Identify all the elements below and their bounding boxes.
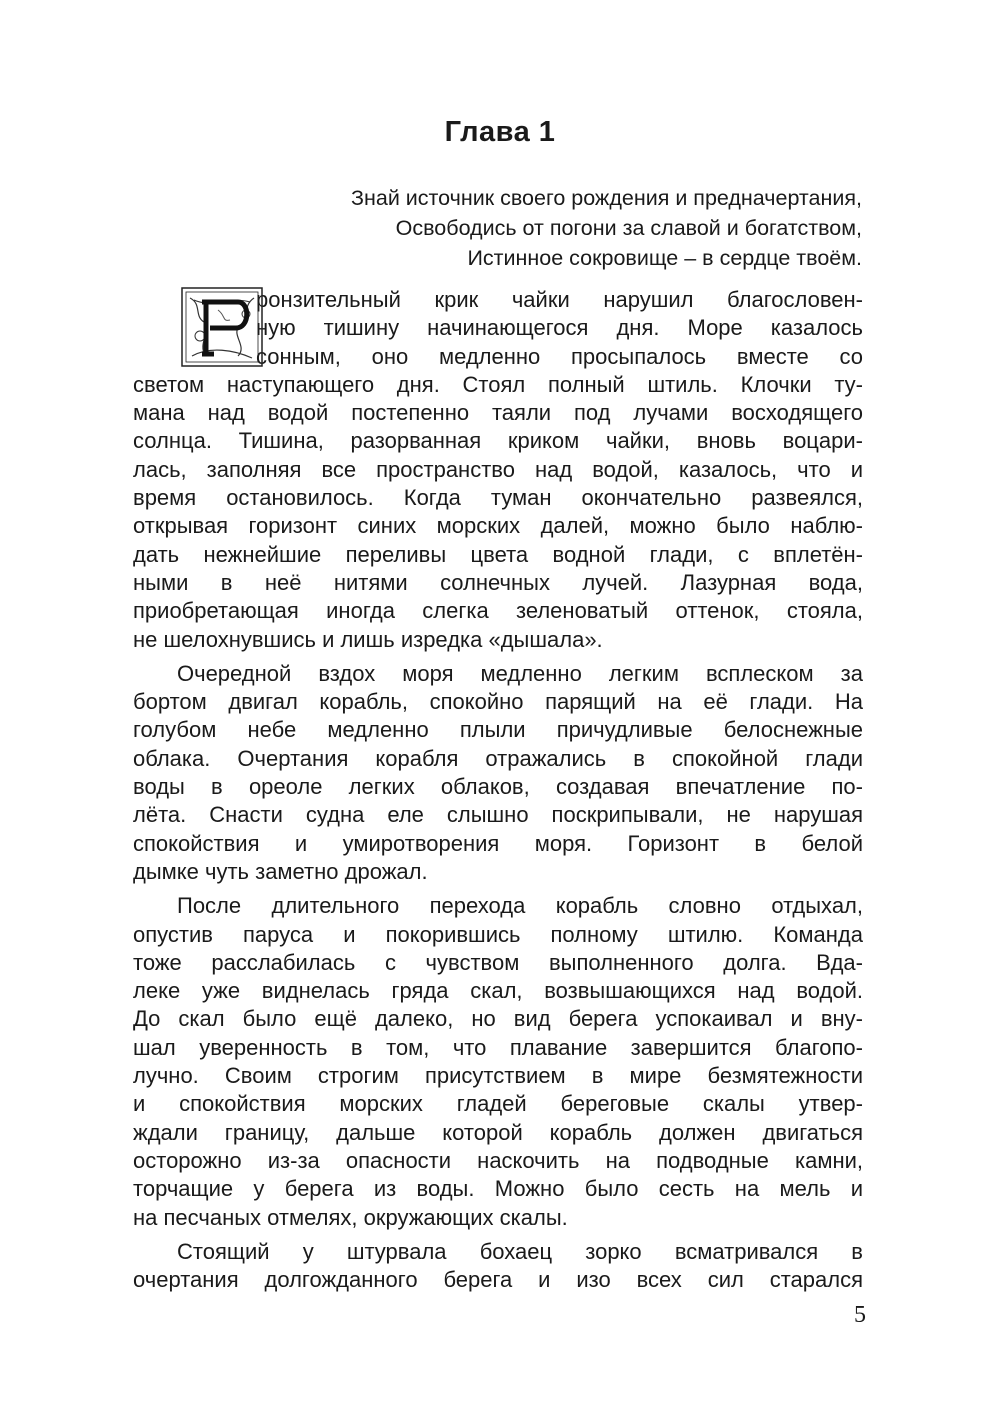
text-line: на песчаных отмелях, окружающих скалы. [133, 1204, 568, 1230]
body-text [133, 286, 863, 1294]
text-line: бортом двигал корабль, спокойно парящий на её глади. На [133, 689, 863, 715]
text-line: приобретающая иногда слегка зеленоватый оттенок, стояла, [133, 598, 863, 624]
ornate-letter-p-icon [180, 286, 264, 368]
text-line: спокойствия и умиротворения моря. Горизонт в белой [133, 830, 863, 856]
text-line: и спокойствия морских гладей береговые скалы утвер- [133, 1091, 863, 1117]
text-line: время остановилось. Когда туман окончательно развеялся, [133, 485, 863, 511]
epigraph-line: Знай источник своего рождения и предначертания, [351, 186, 862, 210]
text-line: осторожно из-за опасности наскочить на подводные камни, [133, 1147, 863, 1173]
text-line: дать нежнейшие переливы цвета водной глади, с вплетён- [133, 541, 863, 567]
text-line: опустив паруса и покорившись полному штилю. Команда [133, 921, 863, 947]
paragraph [133, 660, 863, 886]
text-line: Стоящий у штурвала бохаец зорко всматривался в [177, 1238, 863, 1264]
text-line: лёта. Снасти судна еле слышно поскрипывали, не нарушая [133, 802, 863, 828]
epigraph-line: Освободись от погони за славой и богатством, [395, 216, 862, 240]
epigraph [351, 183, 862, 273]
text-line: солнца. Тишина, разорванная криком чайки, вновь воцари- [133, 428, 863, 454]
text-line: очертания долгожданного берега и изо всех сил старался [133, 1267, 863, 1293]
text-line: До скал было ещё далеко, но вид берега успокаивал и вну- [133, 1006, 863, 1032]
text-line: лась, заполняя все пространство над водой, казалось, что и [133, 456, 863, 482]
text-line: шал уверенность в том, что плавание завершится благопо- [133, 1034, 863, 1060]
epigraph-line: Истинное сокровище – в сердце твоём. [467, 246, 862, 270]
text-line: открывая горизонт синих морских далей, можно было наблю- [133, 513, 863, 539]
text-line: дымке чуть заметно дрожал. [133, 858, 428, 884]
text-line: голубом небе медленно плыли причудливые белоснежные [133, 717, 863, 743]
text-line: лучно. Своим строгим присутствием в мире безмятежности [133, 1063, 863, 1089]
text-line: ными в неё нитями солнечных лучей. Лазурная вода, [133, 569, 863, 595]
paragraph [133, 892, 863, 1232]
paragraph [133, 1238, 863, 1295]
text-line: леке уже виднелась гряда скал, возвышающихся над водой. [133, 978, 863, 1004]
text-line: не шелохнувшись и лишь изредка «дышала». [133, 626, 603, 652]
text-line: тоже расслабилась с чувством выполненного долга. Вда- [133, 949, 863, 975]
text-line: сонным, оно медленно просыпалось вместе со [256, 343, 863, 369]
text-line: светом наступающего дня. Стоял полный штиль. Клочки ту- [133, 371, 863, 397]
text-line: воды в ореоле легких облаков, создавая впечатление по- [133, 774, 863, 800]
chapter-title: Глава 1 [444, 116, 556, 148]
text-line: После длительного перехода корабль словно отдыхал, [177, 893, 863, 919]
text-line: ронзительный крик чайки нарушил благословен- [256, 287, 863, 312]
text-line: ную тишину начинающегося дня. Море казалось [256, 315, 863, 341]
text-line: торчащие у берега из воды. Можно было сесть на мель и [133, 1176, 863, 1202]
text-line: облака. Очертания корабля отражались в спокойной глади [133, 745, 863, 771]
text-line: Очередной вздох моря медленно легким всплеском за [177, 660, 863, 686]
text-line: мана над водой постепенно таяли под лучами восходящего [133, 400, 863, 426]
text-line: ждали границу, дальше которой корабль должен двигаться [133, 1119, 863, 1145]
page-number: 5 [854, 1302, 866, 1328]
